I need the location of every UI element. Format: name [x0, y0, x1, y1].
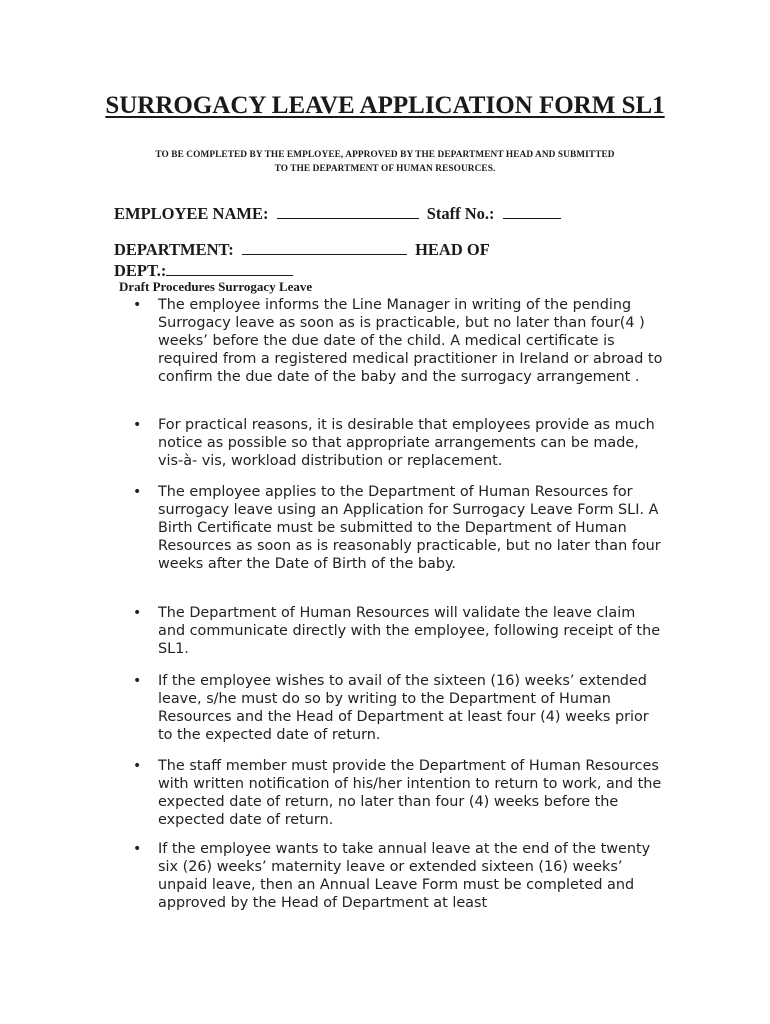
list-item-text: The Department of Human Resources will validate the leave claim and communicate directly with the employee, following receipt of the SL1. [158, 605, 661, 657]
staff-no-label: Staff No.: [426, 204, 495, 223]
head-of-dept-row [114, 261, 293, 281]
section-heading: Draft Procedures Surrogacy Leave [119, 279, 313, 294]
employee-name-field[interactable] [277, 204, 419, 219]
department-label: DEPARTMENT: [114, 240, 234, 259]
list-item-text: If the employee wants to take annual leave at the end of the twenty six (26) weeks’ maternity leave or extended sixteen (16) weeks’ unpaid leave, then an Annual Leave Form must be completed and approved by the Head of Department at least [158, 841, 651, 911]
employee-name-label: EMPLOYEE NAME: [114, 204, 269, 223]
employee-name-row [114, 204, 561, 224]
form-instructions [100, 148, 670, 176]
list-item-text: The employee applies to the Department of Human Resources for surrogacy leave using an Application for Surrogacy Leave Form SLI. A Birth Certificate must be submitted to the Department of Human Resources as soon as is reasonably practicable, but no later than four weeks after the Date of Birth of the baby. [158, 484, 661, 572]
head-of-dept-field[interactable] [166, 261, 293, 276]
list-item-text: The staff member must provide the Department of Human Resources with written notification of his/her intention to return to work, and the expected date of return, no later than four (4) weeks before the expected date of return. [158, 758, 662, 828]
bullet-icon: • [133, 484, 142, 500]
dept-label: DEPT.: [114, 261, 167, 280]
bullet-icon: • [133, 673, 142, 689]
instructions-line-2: TO THE DEPARTMENT OF HUMAN RESOURCES. [274, 164, 496, 174]
instructions-line-1: TO BE COMPLETED BY THE EMPLOYEE, APPROVED BY THE DEPARTMENT HEAD AND SUBMITTED [155, 150, 615, 160]
bullet-icon: • [133, 297, 142, 313]
list-item-text: The employee informs the Line Manager in writing of the pending Surrogacy leave as soon as is practicable, but no later than four(4 ) weeks’ before the due date of the child. A medical certificate is required from a registered medical practitioner in Ireland or abroad to confirm the due date of the baby and the surrogacy arrangement . [158, 297, 663, 385]
staff-no-field[interactable] [503, 204, 561, 219]
bullet-icon: • [133, 417, 142, 433]
list-item-text: For practical reasons, it is desirable that employees provide as much notice as possible so that appropriate arrangements can be made, vis-à- vis, workload distribution or replacement. [158, 417, 655, 469]
department-field[interactable] [242, 240, 407, 255]
bullet-icon: • [133, 758, 142, 774]
department-row [114, 240, 490, 260]
list-item-text: If the employee wishes to avail of the sixteen (16) weeks’ extended leave, s/he must do so by writing to the Department of Human Resources and the Head of Department at least four (4) weeks prior to the expected date of return. [158, 673, 649, 743]
bullet-icon: • [133, 841, 142, 857]
page-title: SURROGACY LEAVE APPLICATION FORM SL1 [105, 92, 665, 119]
bullet-icon: • [133, 605, 142, 621]
head-of-label: HEAD OF [415, 240, 490, 259]
